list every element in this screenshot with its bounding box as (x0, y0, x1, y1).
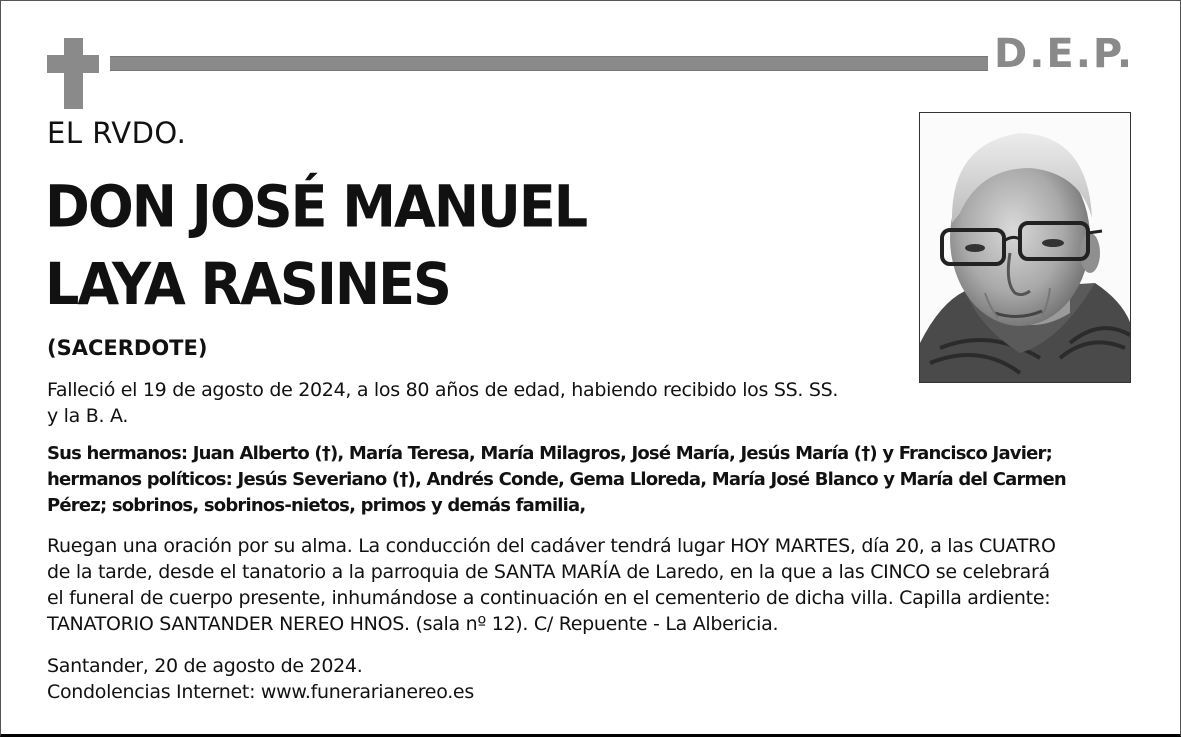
death-line-1: Falleció el 19 de agosto de 2024, a los 80 años de edad, habiendo recibido los SS. SS. (47, 379, 839, 401)
honorific: EL RVDO. (47, 116, 187, 150)
place-date: Santander, 20 de agosto de 2024. (47, 655, 363, 677)
header-rule (110, 56, 988, 71)
funeral-line-3: el funeral de cuerpo presente, inhumándose a continuación en el cementerio de dicha villa. Capilla ardiente: (47, 587, 1051, 609)
portrait-illustration (920, 113, 1131, 383)
cross-icon (64, 38, 83, 109)
death-line-2: y la B. A. (47, 405, 129, 427)
dep-label: D.E.P. (994, 31, 1135, 77)
name-line-1: DON JOSÉ MANUEL (45, 172, 587, 241)
family-paragraph (47, 441, 1066, 519)
portrait-photo (919, 112, 1131, 383)
deceased-name (45, 168, 586, 324)
death-paragraph (47, 377, 838, 429)
funeral-line-1: Ruegan una oración por su alma. La conducción del cadáver tendrá lugar HOY MARTES, día 20, a las CUATRO (47, 535, 1056, 557)
family-line-3: Pérez; sobrinos, sobrinos-nietos, primos y demás familia, (47, 495, 586, 516)
cross-icon-bar (47, 55, 99, 73)
family-line-2: hermanos políticos: Jesús Severiano (†), Andrés Conde, Gema Lloreda, María José Blanco y María del Carmen (47, 469, 1066, 490)
family-line-1: Sus hermanos: Juan Alberto (†), María Teresa, María Milagros, José María, Jesús María (†) y Francisco Javier; (47, 443, 1052, 464)
closing-paragraph (47, 653, 474, 705)
funeral-line-4: TANATORIO SANTANDER NEREO HNOS. (sala nº 12). C/ Repuente - La Albericia. (47, 613, 779, 635)
funeral-line-2: de la tarde, desde el tanatorio a la parroquia de SANTA MARÍA de Laredo, en la que a las CINCO se celebrará (47, 561, 1050, 583)
name-line-2: LAYA RASINES (45, 250, 450, 319)
condolences-line: Condolencias Internet: www.funerarianereo.es (47, 681, 474, 703)
funeral-paragraph (47, 533, 1056, 637)
role-label: (SACERDOTE) (47, 336, 208, 360)
